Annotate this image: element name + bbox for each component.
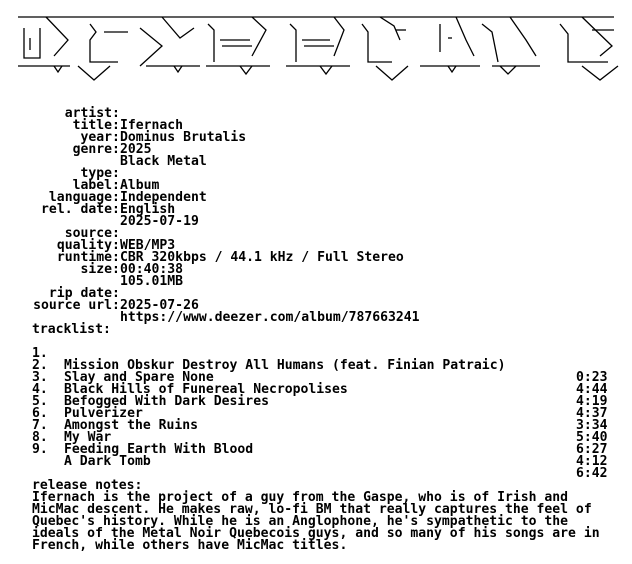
info-row-quality: quality : CBR 320kbps / 44.1 kHz / Full Stereo (0, 228, 32, 240)
info-row-rip-date: rip date : 2025-07-26 (0, 276, 32, 288)
track-duration: 4:37 (576, 406, 608, 421)
info-key: language (48, 190, 112, 205)
info-key: artist (64, 106, 112, 121)
info-row-type: type : Album (0, 156, 32, 168)
release-notes-line: ideals of the Metal Noir Quebecois guys, and so many of his songs are in (32, 526, 600, 541)
track-title: Mission Obskur Destroy All Humans (feat. Finian Patraic) (64, 358, 506, 373)
tracklist-heading: tracklist: (32, 322, 111, 337)
info-key: label (72, 178, 112, 193)
track-title: Black Hills of Funereal Necropolises (64, 382, 348, 397)
info-row-runtime: runtime : 00:40:38 (0, 240, 32, 252)
info-row-label: label : Independent (0, 168, 32, 180)
track-title: A Dark Tomb (64, 454, 151, 469)
info-key: source url (33, 298, 112, 313)
track-duration: 5:40 (576, 430, 608, 445)
track-number: 5. (32, 394, 48, 409)
track-number: 3. (32, 370, 48, 385)
info-row-source-url: source url : https://www.deezer.com/album/787663241 (0, 288, 32, 300)
info-row-genre: genre : Black Metal (0, 132, 32, 144)
info-value: 2025-07-19 (120, 214, 199, 229)
track-number: 6. (32, 406, 48, 421)
info-row-title: title : Dominus Brutalis (0, 108, 32, 120)
info-value: 00:40:38 (120, 262, 184, 277)
info-row-year: year : 2025 (0, 120, 32, 132)
info-value: Ifernach (120, 118, 184, 133)
info-value: 2025 (120, 142, 152, 157)
track-duration: 6:27 (576, 442, 608, 457)
track-title: Befogged With Dark Desires (64, 394, 269, 409)
info-row-size: size : 105.01MB (0, 252, 32, 264)
info-row-artist: artist : Ifernach (0, 96, 32, 108)
track-number: 4. (32, 382, 48, 397)
info-value: 2025-07-26 (120, 298, 199, 313)
track-title: My War (64, 430, 112, 445)
info-key: runtime (56, 250, 112, 265)
info-value: 105.01MB (120, 274, 184, 289)
info-key: rel. date (41, 202, 112, 217)
track-duration: 0:23 (576, 370, 608, 385)
info-key: year (80, 130, 112, 145)
track-duration: 4:12 (576, 454, 608, 469)
release-notes-line: Ifernach is the project of a guy from the Gaspe, who is of Irish and (32, 490, 569, 505)
info-row-language: language : English (0, 180, 32, 192)
info-row-source: source : WEB/MP3 (0, 216, 32, 228)
info-key: quality (56, 238, 112, 253)
track-number: 7. (32, 418, 48, 433)
info-key: genre (72, 142, 112, 157)
track-number: 8. (32, 430, 48, 445)
release-notes-line: French, while others have MicMac titles. (32, 538, 348, 553)
track-number: 1. (32, 346, 48, 361)
release-notes-heading: release notes: (32, 478, 143, 493)
track-duration: 6:42 (576, 466, 608, 481)
info-key: title (72, 118, 112, 133)
ascii-logo-banner (0, 0, 632, 84)
info-value: Album (120, 178, 160, 193)
info-key: source (64, 226, 112, 241)
release-notes-line: MicMac descent. He makes raw, lo-fi BM that really captures the feel of (32, 502, 592, 517)
track-duration: 4:19 (576, 394, 608, 409)
info-key: type (80, 166, 112, 181)
info-value: WEB/MP3 (120, 238, 176, 253)
source-url-link[interactable]: https://www.deezer.com/album/787663241 (120, 310, 420, 325)
track-number: 9. (32, 442, 48, 457)
info-value: English (120, 202, 176, 217)
info-value: CBR 320kbps / 44.1 kHz / Full Stereo (120, 250, 404, 265)
info-value: Dominus Brutalis (120, 130, 247, 145)
release-notes-line: Quebec's history. While he is an Anglophone, he's sympathetic to the (32, 514, 569, 529)
track-title: Feeding Earth With Blood (64, 442, 254, 457)
info-key: size (80, 262, 112, 277)
track-title: Amongst the Ruins (64, 418, 199, 433)
info-row-rel-date: rel. date : 2025-07-19 (0, 192, 32, 204)
track-duration: 4:44 (576, 382, 608, 397)
track-duration: 3:34 (576, 418, 608, 433)
track-title: Slay and Spare None (64, 370, 214, 385)
info-value: Independent (120, 190, 207, 205)
info-key: rip date (48, 286, 112, 301)
track-number: 2. (32, 358, 48, 373)
track-title: Pulverizer (64, 406, 143, 421)
info-value: Black Metal (120, 154, 207, 169)
